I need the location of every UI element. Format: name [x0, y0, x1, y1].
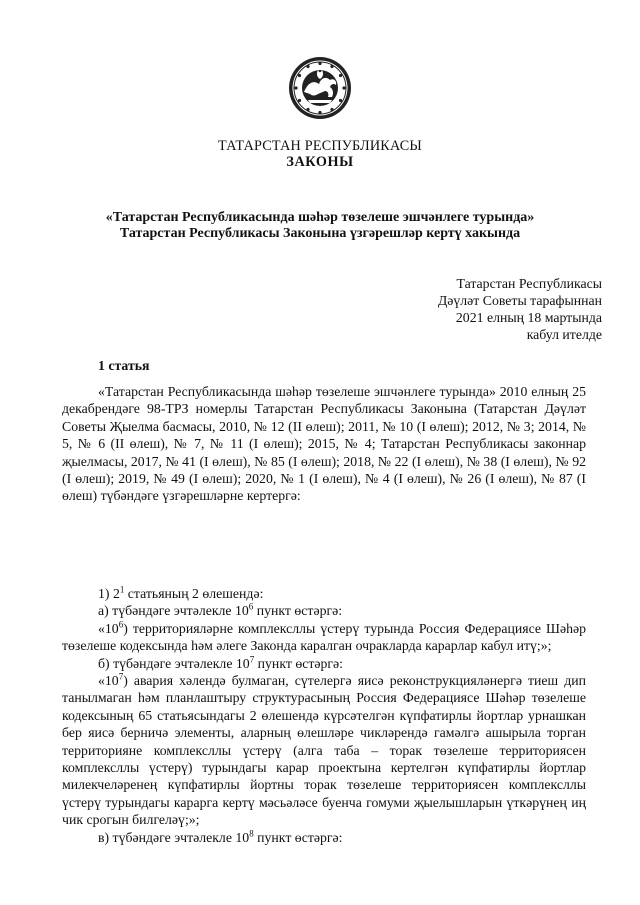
subitem-b-superscript: 7 [249, 654, 255, 665]
article-heading: 1 статья [98, 358, 150, 373]
subitem-b-text-pre: б) түбәндәге эчтәлекле 10 [98, 655, 250, 671]
subitem-a-paragraph [62, 602, 586, 619]
subitem-b-text-post: пункт өстәргә: [254, 655, 344, 671]
subitem-a-quote-superscript: 6 [118, 619, 124, 630]
subitem-c-text-post: пункт өстәргә: [253, 829, 343, 845]
body-part-2 [62, 585, 586, 846]
item-1-text-post: статьяның 2 өлешендә: [124, 586, 264, 601]
law-title-line-2: Татарстан Республикасы Законына үзгәрешләр кертү хакында [119, 226, 521, 241]
item-1-text-pre: 1) 2 [98, 586, 120, 601]
body-part-1 [62, 383, 586, 505]
subitem-a-text-pre: а) түбәндәге эчтәлекле 10 [98, 603, 249, 619]
adoption-block [438, 275, 602, 343]
adoption-line-4: кабул ителде [526, 327, 602, 342]
subitem-c-paragraph [62, 829, 586, 846]
subitem-c-superscript: 8 [249, 828, 254, 839]
subitem-b-quote-post: ) авария хәлендә булмаган, сүтелергә яисә реконструкцияләнергә тиеш дип танылмаган һәм планлаштыру структурасының Россия Федерациясе Шәһәр төзелеше кодексының 65 статьясындагы 2 өлешендә күрсәтелгән күпфатирлы йортлар урнашкан бер яисә берничә элементы, аларның өлешләре чикләрендә гамәлгә ашырыла торган территорияне комплексллы үстерү (алга таба – торак төзелеше территориясен комплексллы үстерү) турындагы карар проектына кертелгән күпфатирлы йортлар милекчеләренең күпфатирлы йортны торак төзелеше территориясен комплексллы үстерү турындагы карарга кертү мәсьәләсе буенча гомуми җыелышларын үткәрүнең иң чик срогын билгеләү;»; [62, 673, 586, 828]
subitem-a-text-post: пункт өстәргә: [253, 603, 343, 619]
header-republic: ТАТАРСТАН РЕСПУБЛИКАСЫ [218, 138, 422, 154]
subitem-a-quote-pre: «10 [98, 620, 119, 636]
adoption-line-3: 2021 елның 18 мартында [455, 310, 602, 325]
subitem-b-quote-superscript: 7 [118, 671, 124, 682]
law-title-line-1: «Татарстан Республикасында шәһәр төзелеше эшчәнлеге турында» [105, 210, 535, 225]
subitem-b-quote-pre: «10 [98, 673, 119, 689]
subitem-a-quote-post: ) территорияләрне комплексллы үстерү турында Россия Федерациясе Шәһәр төзелеше кодексында һәм әлеге Законда каралган очракларда карарлар кабул итү;»; [62, 620, 586, 654]
subitem-b-paragraph [62, 655, 586, 672]
subitem-a-quote-paragraph [62, 620, 586, 655]
header-law: ЗАКОНЫ [286, 154, 354, 170]
tatarstan-coat-of-arms-emblem [288, 56, 352, 120]
subitem-a-superscript: 6 [248, 601, 254, 612]
adoption-line-2: Дәүләт Советы тарафыннан [437, 293, 602, 308]
subitem-b-quote-paragraph [62, 672, 586, 829]
item-1-superscript: 1 [119, 584, 125, 595]
adoption-line-1: Татарстан Республикасы [456, 276, 602, 291]
item-1-paragraph [62, 585, 586, 602]
subitem-c-text-pre: в) түбәндәге эчтәлекле 10 [98, 829, 250, 845]
intro-paragraph: «Татарстан Республикасында шәһәр төзелеше эшчәнлеге турында» 2010 елның 25 декабрендәге 98-ТРЗ номерлы Татарстан Республикасы Законына (Татарстан Дәүләт Советы Җыелма басмасы, 2010, № 12 (II өлеш); 2011, № 10 (I өлеш); 2012, № 3; 2014, № 5, № 6 (II өлеш), № 7, № 11 (I өлеш); 2015, № 4; Татарстан Республикасы законнар җыелмасы, 2017, № 41 (I өлеш), № 85 (I өлеш); 2018, № 22 (I өлеш), № 38 (I өлеш), № 92 (I өлеш); 2019, № 49 (I өлеш); 2020, № 1 (I өлеш), № 4 (I өлеш), № 26 (I өлеш), № 87 (I өлеш) түбәндәге үзгәрешләрне кертергә: [62, 384, 586, 504]
